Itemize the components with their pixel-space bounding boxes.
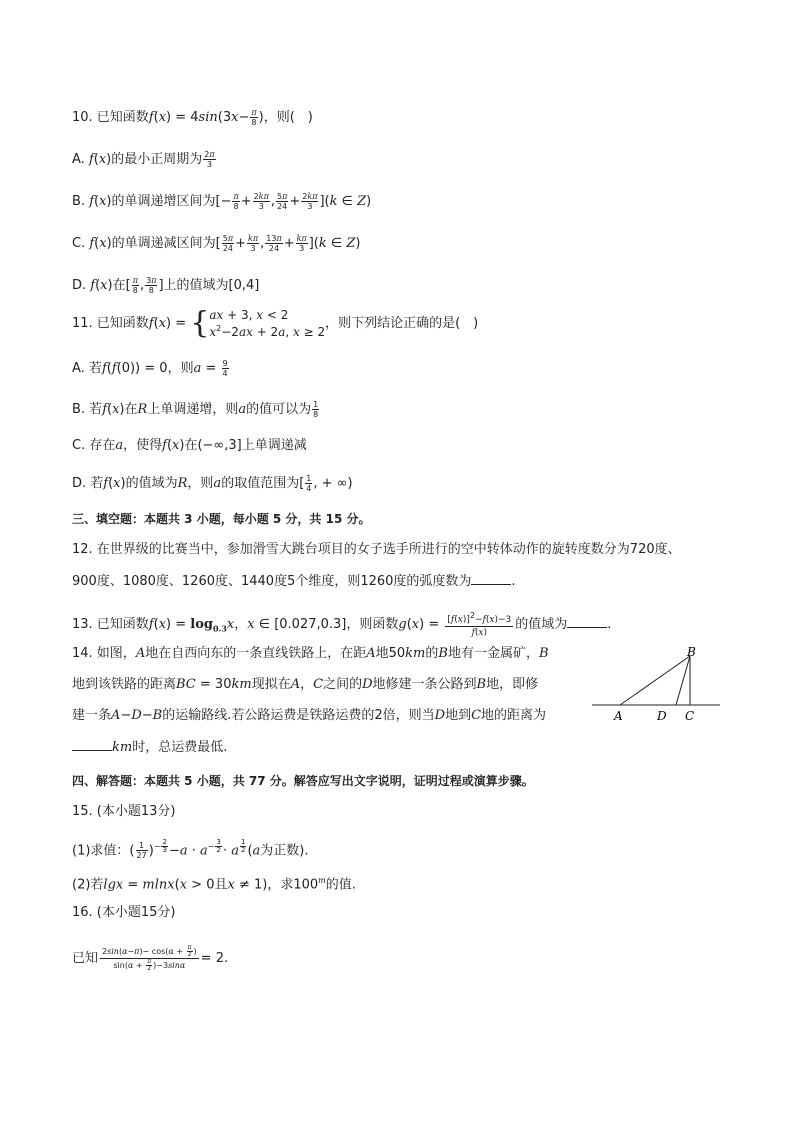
section-fill-in-title: 三、填空题：本题共 3 小题，每小题 5 分，共 15 分。 [72,512,371,526]
q11-option-d: D. 若f(x)的值域为R，则a的取值范围为[ $\frac{1}{4}$ , + ∞) [72,474,353,493]
q14-line1: 14. 如图，A地在自西向东的一条直线铁路上，在距A地50km的B地有一金属矿，B [72,646,549,661]
q12-line1: 12. 在世界级的比赛当中，参加滑雪大跳台项目的女子选手所进行的空中转体动作的旋转度数分为720度、 [72,542,681,557]
label-c: C [685,709,695,723]
q16-given: 已知 2sin(α−π)− cos(α + $\frac{\pi}{2}$ ) sin(α + $\frac{\pi}{2}$ )−3sinα = 2. [72,944,229,972]
q11-option-c: C. 存在a，使得f(x)在(−∞,3]上单调递减 [72,438,307,453]
section-solution-title: 四、解答题：本题共 5 小题，共 77 分。解答应写出文字说明，证明过程或演算步骤。 [72,774,534,788]
q15-title: 15. (本小题13分) [72,804,176,819]
segment-ab [620,656,690,705]
q10-option-a: A. f(x)的最小正周期为 $\frac{2\pi}{3}$ [72,150,215,169]
label-d: D [657,709,667,723]
q14-line2: 地到该铁路的距离BC = 30km现拟在A，C之间的D地修建一条公路到B地，即修 [72,677,539,692]
q16-title: 16. (本小题15分) [72,905,176,920]
segment-db [676,656,690,705]
q11-stem: 11. 已知函数f(x) = { ax + 3, x < 2 $x^2-2ax + 2a$, x ≥ 2 ，则下列结论正确的是( ) [72,305,479,341]
q10-option-d: D. f(x)在[ $\frac{\pi}{8}$ , $\frac{3\pi}{8}$ ]上的值域为[0,4] [72,276,260,295]
q11-option-a: A. 若f(f(0)) = 0，则a = $\frac{9}{4}$ [72,359,228,378]
q13-line: 13. 已知函数$f(x) = \log_{0.3}x$，x ∈ [0.027,0.3]，则函数g(x) = $\frac{[f(x)]^2-f(x)-3}{f(x)}$ 的值域为 . [72,611,612,638]
q12-answer-blank[interactable] [471,572,511,585]
q14-line3: 建一条A−D−B的运输路线.若公路运费是铁路运费的2倍，则当D地到C地的距离为 [72,708,547,723]
railway-figure [590,646,722,724]
q13-answer-blank[interactable] [567,615,607,628]
q10-option-c: C. f(x)的单调递减区间为[ $\frac{5\pi}{24}$ + $\frac{k\pi}{3}$ , $\frac{13\pi}{24}$ + $\frac{k\pi}{3}$ ](k ∈ Z) [72,234,361,253]
q10-option-b: B. f(x)的单调递增区间为[− $\frac{\pi}{8}$ + $\frac{2k\pi}{3}$ , $\frac{5\pi}{24}$ + $\frac{2k\pi}{3}$ ](k ∈ Z) [72,192,372,211]
q10-stem: 10. 已知函数f(x) = 4sin(3x− $\frac{\pi}{8}$ )，则( ) [72,108,313,127]
q14-line4: km时，总运费最低. [72,738,227,757]
q15-part1: (1)求值：( $\frac{1}{27}$ )$^{- \frac{2}{3}}$ $-a \cdot a^{- \frac{3}{2}}$ · a $^{\frac{1}{2}}$ (a为正数). [72,838,309,861]
label-a: A [614,709,623,723]
q14-answer-blank[interactable] [72,738,112,751]
q12-line2: 900度、1080度、1260度、1440度5个维度，则1260度的弧度数为 . [72,574,516,589]
q11-option-b: B. 若f(x)在R上单调递增，则a的值可以为 $\frac{1}{8}$ [72,400,319,419]
label-b: B [687,646,696,659]
q15-part2: (2)若lgx = mlnx(x > 0且x ≠ 1)，求100$^m$的值. [72,876,356,893]
